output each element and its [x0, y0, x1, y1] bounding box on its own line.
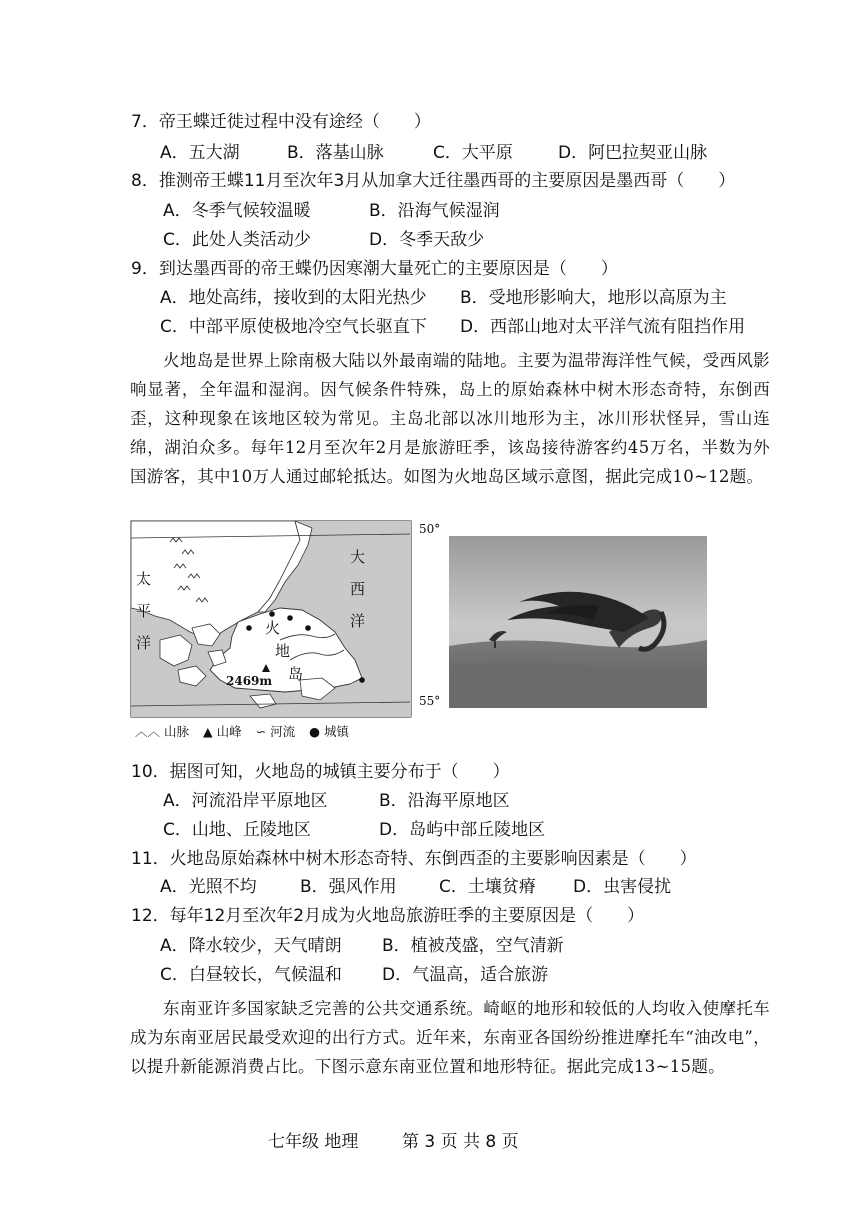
pacific-label-3: 洋	[136, 634, 152, 652]
q10-option-c: C．山地、丘陵地区	[163, 820, 311, 840]
question-10-stem: 10．据图可知，火地岛的城镇主要分布于（ ）	[131, 762, 510, 782]
atlantic-label-1: 大	[350, 548, 366, 566]
atlantic-label-2: 西	[350, 580, 366, 598]
q7-option-a: A．五大湖	[160, 143, 240, 163]
legend-peak: 山峰	[216, 724, 242, 739]
q12-option-a: A．降水较少，天气晴朗	[160, 936, 342, 956]
wind-bent-tree-photo	[449, 536, 707, 708]
q9-option-c: C．中部平原使极地冷空气长驱直下	[160, 317, 427, 337]
tierra-del-fuego-map	[130, 520, 442, 720]
legend-river: 河流	[270, 724, 296, 739]
atlantic-label-3: 洋	[350, 612, 366, 630]
river-icon: ∽	[255, 724, 267, 739]
q7-option-d: D．阿巴拉契亚山脉	[558, 143, 708, 163]
question-8-stem: 8．推测帝王蝶11月至次年3月从加拿大迁往墨西哥的主要原因是墨西哥（ ）	[131, 171, 736, 191]
q12-option-c: C．白昼较长，气候温和	[160, 965, 342, 985]
q8-option-c: C．此处人类活动少	[163, 230, 311, 250]
q11-option-b: B．强风作用	[300, 877, 397, 897]
passage-text: 火地岛是世界上除南极大陆以外最南端的陆地。主要为温带海洋性气候，受西风影响显著，全年温和湿润。因气候条件特殊，岛上的原始森林中树木形态奇特，东倒西歪，这种现象在该地区较为常见。主岛北部以冰川地形为主，冰川形状怪异，雪山连绵，湖泊众多。每年12月至次年2月是旅游旺季，该岛接待游客约45万名，半数为外国游客，其中10万人通过邮轮抵达。如图为火地岛区域示意图，据此完成10~12题。	[130, 351, 770, 486]
question-11-stem: 11．火地岛原始森林中树木形态奇特、东倒西歪的主要影响因素是（ ）	[131, 849, 697, 869]
q12-option-b: B．植被茂盛，空气清新	[382, 936, 564, 956]
passage-southeast-asia	[130, 994, 770, 1081]
legend-mountain: 山脉	[164, 724, 190, 739]
q8-option-d: D．冬季天敌少	[369, 230, 485, 250]
latitude-55-label: 55°	[419, 694, 441, 708]
legend-town: 城镇	[323, 724, 349, 739]
town-icon: ●	[309, 724, 320, 739]
passage-text-2: 东南亚许多国家缺乏完善的公共交通系统。崎岖的地形和较低的人均收入使摩托车成为东南亚居民最受欢迎的出行方式。近年来，东南亚各国纷纷推进摩托车“油改电”，以提升新能源消费占比。下图示意东南亚位置和地形特征。据此完成13~15题。	[130, 999, 770, 1076]
footer-subject: 七年级 地理	[268, 1132, 359, 1152]
island-label-2: 地	[275, 642, 291, 660]
q8-option-a: A．冬季气候较温暖	[163, 201, 311, 221]
q8-option-b: B．沿海气候湿润	[369, 201, 500, 221]
question-12-stem: 12．每年12月至次年2月成为火地岛旅游旺季的主要原因是（ ）	[131, 906, 645, 926]
question-9-stem: 9．到达墨西哥的帝王蝶仍因寒潮大量死亡的主要原因是（ ）	[131, 259, 618, 279]
passage-tierra-del-fuego	[130, 346, 770, 491]
pacific-label-1: 太	[136, 570, 152, 588]
q12-option-d: D．气温高，适合旅游	[382, 965, 549, 985]
map-legend	[135, 722, 349, 740]
q9-option-a: A．地处高纬，接收到的太阳光热少	[160, 288, 427, 308]
q7-option-c: C．大平原	[433, 143, 513, 163]
peak-elevation-label: 2469m	[226, 674, 273, 688]
q9-option-d: D．西部山地对太平洋气流有阻挡作用	[460, 317, 746, 337]
question-7-stem: 7．帝王蝶迁徙过程中没有途经（ ）	[131, 112, 431, 132]
page-number: 第 3 页 共 8 页	[402, 1132, 519, 1152]
peak-legend-icon: ▲	[203, 724, 213, 739]
latitude-50-label: 50°	[419, 522, 441, 536]
q9-option-b: B．受地形影响大，地形以高原为主	[460, 288, 727, 308]
q11-option-a: A．光照不均	[160, 877, 257, 897]
q10-option-b: B．沿海平原地区	[379, 791, 510, 811]
q7-option-b: B．落基山脉	[287, 143, 384, 163]
q11-option-d: D．虫害侵扰	[573, 877, 672, 897]
island-label-1: 火	[265, 619, 281, 637]
map-figure	[130, 520, 442, 720]
pacific-label-2: 平	[136, 602, 152, 620]
q11-option-c: C．土壤贫瘠	[439, 877, 536, 897]
q10-option-a: A．河流沿岸平原地区	[163, 791, 328, 811]
island-label-3: 岛	[288, 665, 304, 683]
q10-option-d: D．岛屿中部丘陵地区	[379, 820, 546, 840]
mountain-icon: ︿︿	[135, 724, 161, 739]
